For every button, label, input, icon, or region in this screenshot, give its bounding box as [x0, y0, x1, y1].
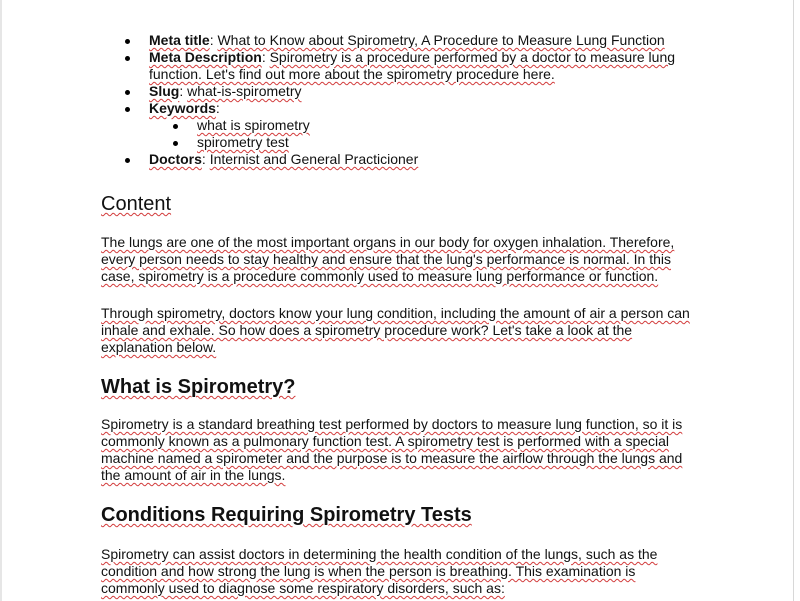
meta-list [125, 32, 705, 168]
keywords-label: Keywords [149, 100, 216, 116]
content-heading[interactable]: Content [101, 193, 172, 215]
keyword-item [173, 117, 705, 134]
keywords-list [149, 117, 705, 151]
conditions-heading[interactable]: Conditions Requiring Spirometry Tests [101, 504, 472, 526]
meta-description-label: Meta Description [149, 49, 262, 65]
meta-title-value[interactable]: What to Know about Spirometry, A Procedure to Measure Lung Function [217, 32, 665, 48]
slug-value[interactable]: what-is-spirometry [187, 83, 302, 99]
doctors-value[interactable]: Internist and General Practicioner [209, 151, 419, 167]
keyword-item [173, 134, 705, 151]
meta-description-item: Meta Description: Spirometry is a procedure performed by a doctor to measure lung function. Let's find out more about the spirometry procedure here. [125, 49, 705, 83]
keyword-text[interactable]: spirometry test [197, 134, 289, 150]
intro-paragraph[interactable]: The lungs are one of the most important organs in our body for oxygen inhalation. Therefore, every person needs to stay healthy and ensure that the lung's performance is normal. In this case, spirometry is a procedure commonly used to measure lung performance or function. [101, 234, 675, 284]
keyword-text[interactable]: what is spirometry [197, 117, 310, 133]
conditions-paragraph[interactable]: Spirometry can assist doctors in determining the health condition of the lungs, such as the condition and how strong the lung is when the person is breathing. This examination is commonly used to diagnose some respiratory disorders, such as: [101, 546, 658, 596]
meta-title-label: Meta title [149, 32, 210, 48]
what-is-spirometry-paragraph[interactable]: Spirometry is a standard breathing test performed by doctors to measure lung function, so it is commonly known as a pulmonary function test. A spirometry test is performed with a special machine named a spirometer and the purpose is to measure the airflow through the lungs and the amount of air in the lungs. [101, 416, 683, 483]
doctors-label: Doctors [149, 151, 202, 167]
page-edge-left [0, 0, 2, 601]
slug-item: Slug: what-is-spirometry [125, 83, 705, 100]
meta-description-value[interactable]: Spirometry is a procedure performed by a doctor to measure lung function. Let's find out more about the spirometry procedure here. [149, 49, 676, 82]
keywords-item: Keywords: what is spirometry spirometry test [125, 100, 705, 151]
meta-title-item: Meta title: What to Know about Spirometry, A Procedure to Measure Lung Function [125, 32, 705, 49]
what-is-spirometry-heading[interactable]: What is Spirometry? [101, 376, 296, 398]
through-paragraph[interactable]: Through spirometry, doctors know your lung condition, including the amount of air a person can inhale and exhale. So how does a spirometry procedure work? Let's take a look at the explanation below. [101, 305, 690, 355]
slug-label: Slug [149, 83, 180, 99]
doctors-item: Doctors: Internist and General Practicioner [125, 151, 705, 168]
page-edge-right [793, 0, 794, 601]
